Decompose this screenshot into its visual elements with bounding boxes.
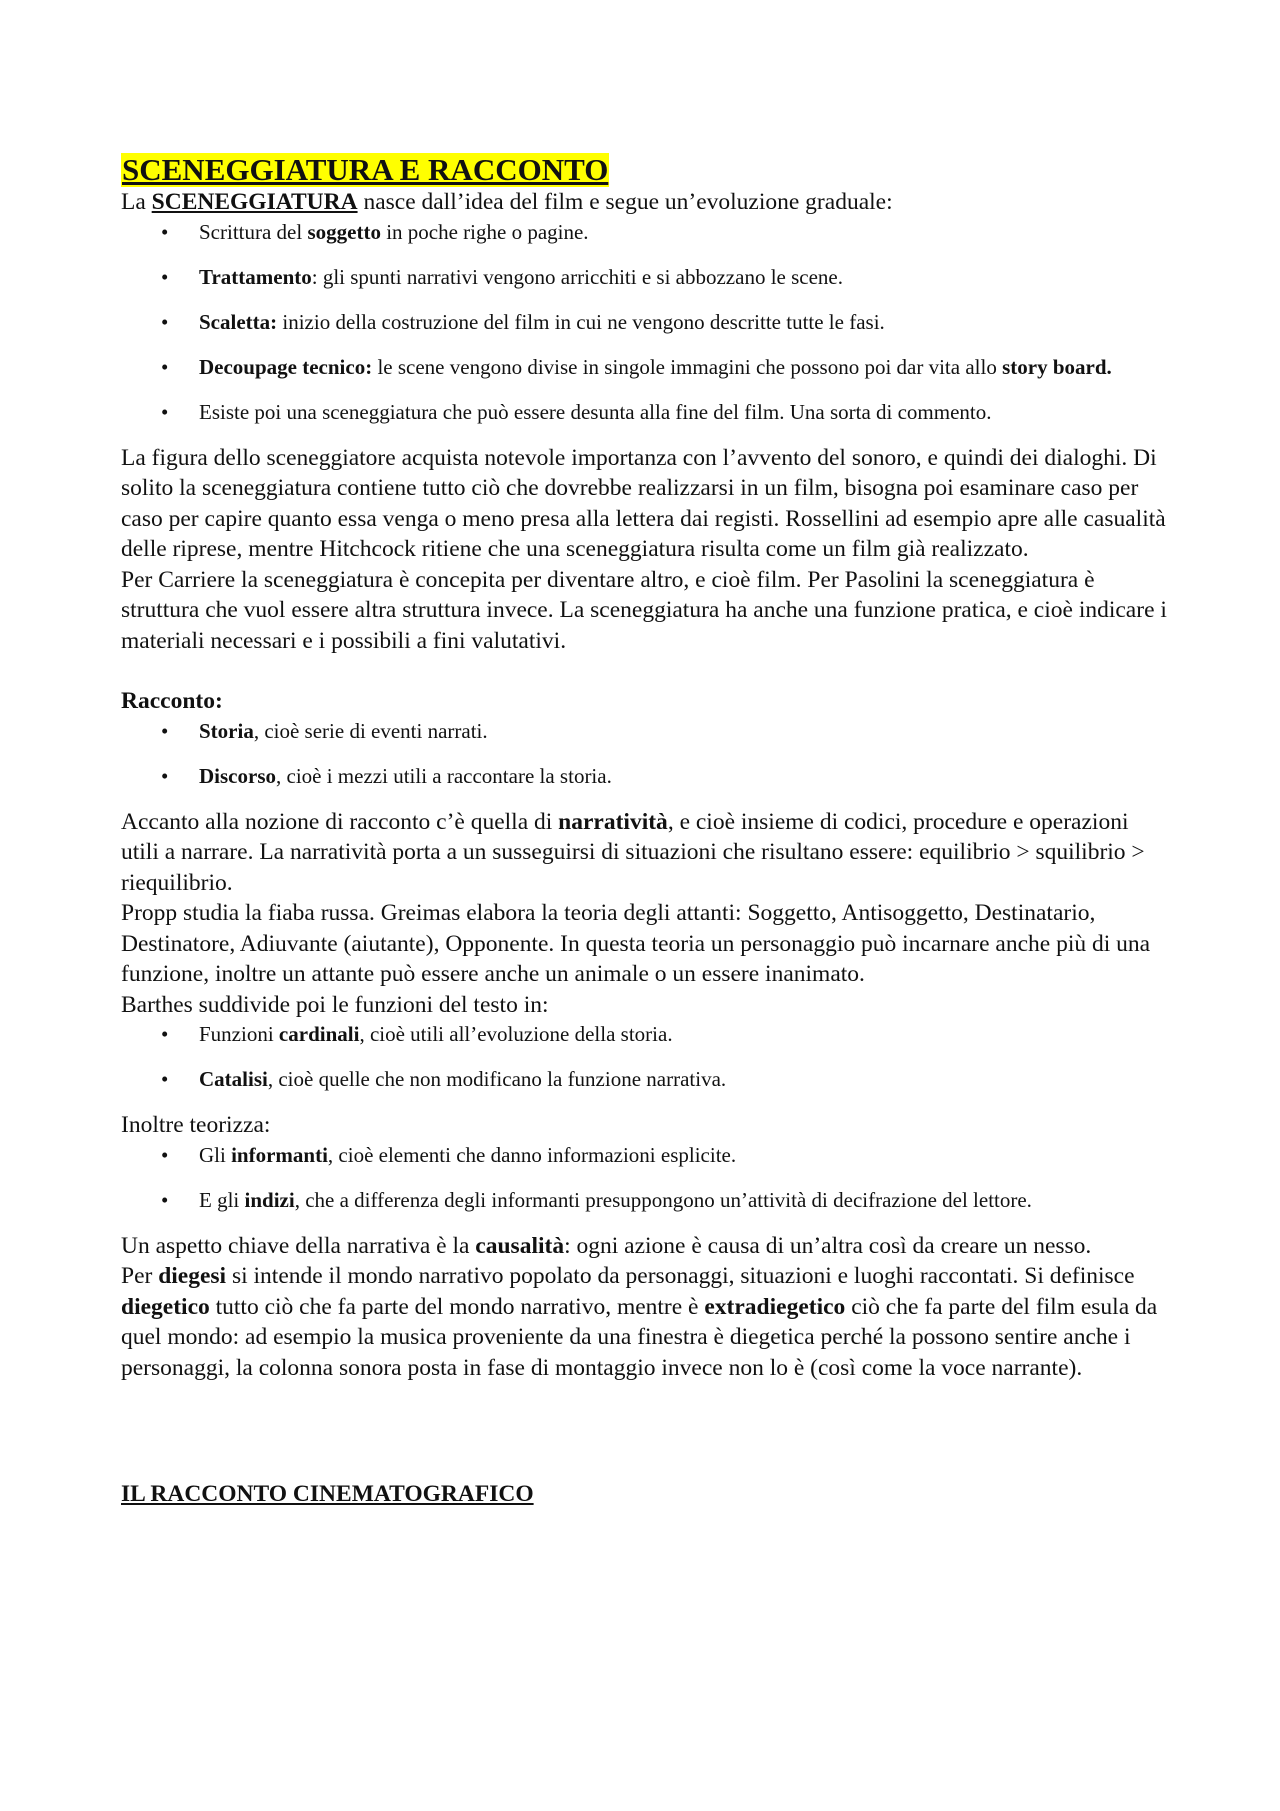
intro-paragraph (121, 187, 1171, 218)
intro-keyword: SCENEGGIATURA (151, 189, 358, 215)
section-title: IL RACCONTO CINEMATOGRAFICO (121, 1481, 534, 1507)
paragraph-narrativita: Accanto alla nozione di racconto c’è quella di narratività, e cioè insieme di codici, procedure e operazioni utili a narrare. La narratività porta a un susseguirsi di situazioni che risultano essere: equilibrio > squilibrio > riequilibrio. (121, 808, 1145, 896)
intro-text-rest: nasce dall’idea del film e segue un’evoluzione graduale: (357, 189, 893, 215)
document-page (121, 153, 1171, 1509)
paragraph-barthes: Barthes suddivide poi le funzioni del testo in: (121, 991, 549, 1018)
list-item: • Trattamento: gli spunti narrativi vengono arricchiti e si abbozzano le scene. (121, 263, 1171, 291)
barthes-list (121, 1020, 1171, 1093)
paragraph-screenwriter: La figura dello sceneggiatore acquista notevole importanza con l’avvento del sonoro, e quindi dei dialoghi. Di solito la sceneggiatura contiene tutto ciò che dovrebbe realizzarsi in un film, bisogna poi esaminare caso per caso per capire quanto essa venga o meno presa alla lettera dai registi. Rossellini ad esempio apre alle casualità delle riprese, mentre Hitchcock ritiene che una sceneggiatura risulta come un film già realizzato. (121, 444, 1166, 562)
list-item: • E gli indizi, che a differenza degli informanti presuppongono un’attività di decifrazione del lettore. (121, 1186, 1171, 1214)
list-item: • Scrittura del soggetto in poche righe o pagine. (121, 218, 1171, 246)
list-item: • Scaletta: inizio della costruzione del film in cui ne vengono descritte tutte le fasi. (121, 308, 1171, 336)
informants-list (121, 1141, 1171, 1214)
paragraph-propp: Propp studia la fiaba russa. Greimas elabora la teoria degli attanti: Soggetto, Antisoggetto, Destinatario, Destinatore, Adiuvante (aiutante), Opponente. In questa teoria un personaggio può incarnare anche più di una funzione, inoltre un attante può essere anche un animale o un essere inanimato. (121, 900, 1151, 987)
paragraph-carriere: Per Carriere la sceneggiatura è concepita per diventare altro, e cioè film. Per Pasolini la sceneggiatura è struttura che vuol essere altra struttura invece. La sceneggiatura ha anche una funzione pratica, e cioè indicare i materiali necessari e i possibili a fini valutativi. (121, 566, 1167, 654)
list-item: • Discorso, cioè i mezzi utili a raccontare la storia. (121, 762, 1171, 790)
paragraph-causalita: Un aspetto chiave della narrativa è la causalità: ogni azione è causa di un’altra così da creare un nesso. (121, 1232, 1092, 1259)
intro-text: La (121, 189, 152, 215)
list-item: • Funzioni cardinali, cioè utili all’evoluzione della storia. (121, 1020, 1171, 1048)
screenplay-steps-list (121, 218, 1171, 426)
page-title: SCENEGGIATURA E RACCONTO (122, 152, 609, 187)
racconto-heading: Racconto: (121, 688, 223, 714)
paragraph-diegesi: Per diegesi si intende il mondo narrativo popolato da personaggi, situazioni e luoghi raccontati. Si definisce diegetico tutto ciò che fa parte del mondo narrativo, mentre è extradiegetico ciò che fa parte del film esula da quel mondo: ad esempio la musica proveniente da una finestra è diegetica perché la possono sentire anche i personaggi, la colonna sonora posta in fase di montaggio invece non lo è (così come la voce narrante). (121, 1263, 1158, 1381)
list-item: • Catalisi, cioè quelle che non modificano la funzione narrativa. (121, 1065, 1171, 1093)
list-item: • Gli informanti, cioè elementi che danno informazioni esplicite. (121, 1141, 1171, 1169)
list-item: • Decoupage tecnico: le scene vengono divise in singole immagini che possono poi dar vita allo story board. (121, 353, 1171, 381)
list-item: • Esiste poi una sceneggiatura che può essere desunta alla fine del film. Una sorta di commento. (121, 398, 1171, 426)
paragraph-teorizza: Inoltre teorizza: (121, 1112, 271, 1138)
list-item: • Storia, cioè serie di eventi narrati. (121, 717, 1171, 745)
racconto-list (121, 717, 1171, 790)
